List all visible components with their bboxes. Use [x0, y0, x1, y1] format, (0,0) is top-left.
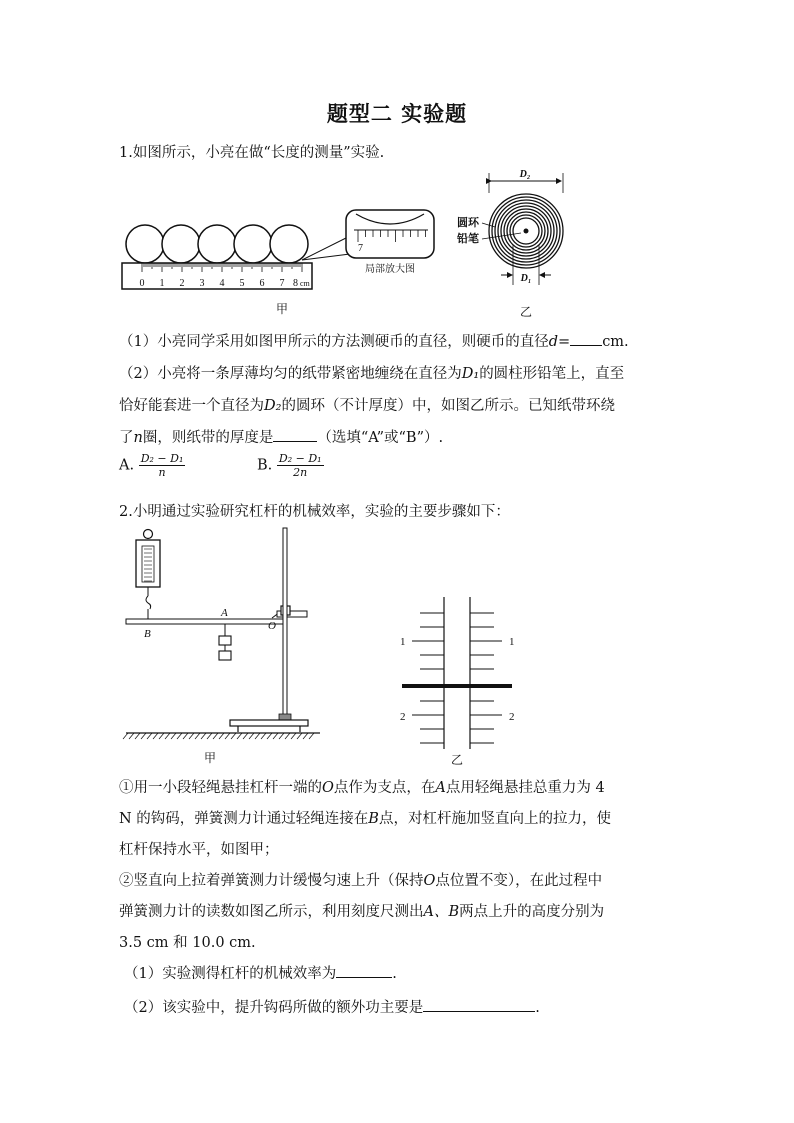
ruler-unit: cm — [300, 279, 310, 288]
ruler-label: 5 — [239, 278, 245, 289]
q1-part2-line1 — [119, 362, 624, 383]
q1-part1 — [119, 330, 629, 351]
answer-blank[interactable] — [423, 997, 535, 1013]
numerator: D₂ − D₁ — [278, 452, 322, 465]
ruler-label: 2 — [179, 278, 185, 289]
text: . — [392, 966, 397, 982]
text: 点，对杠杆施加竖直向上的拉力，使 — [378, 811, 611, 827]
magnifier — [346, 210, 434, 258]
text: 的圆柱形铅笔上，直至 — [479, 366, 625, 382]
fraction — [277, 452, 324, 479]
q1-part2-line2 — [119, 394, 615, 415]
var: n — [133, 430, 143, 446]
pointer — [402, 684, 512, 688]
q1-part1-text: = — [558, 334, 571, 350]
numerator: D₂ − D₁ — [140, 452, 184, 465]
figure-caption: 甲 — [275, 302, 289, 316]
text: （2）该实验中，提升钩码所做的额外功主要是 — [124, 1000, 424, 1016]
q2-step1-line1 — [119, 776, 605, 797]
q2-step1-line3: 杠杆保持水平，如图甲； — [119, 842, 279, 858]
text: 恰好能套进一个直径为 — [119, 398, 264, 414]
q1-intro: 1.如图所示，小亮在做“长度的测量”实验. — [119, 145, 385, 161]
text: （选填“A”或“B”）. — [317, 430, 444, 446]
q1-figure-yi — [455, 163, 575, 321]
dimension-label: D₁ — [520, 273, 532, 284]
q2-part1 — [124, 962, 397, 983]
spring-scale — [136, 530, 160, 610]
pencil-label: 铅笔 — [457, 233, 479, 245]
scale-mark: 1 — [400, 636, 406, 648]
ring-label: 圆环 — [457, 217, 479, 229]
answer-blank[interactable] — [273, 427, 317, 443]
text: ①用一小段轻绳悬挂杠杆一端的 — [119, 780, 322, 796]
point-b-label: B — [144, 628, 151, 640]
text: 点位置不变），在此过程中 — [435, 873, 603, 889]
figure-caption: 甲 — [203, 751, 217, 765]
ruler-label: 0 — [139, 278, 145, 289]
scale-mark: 2 — [400, 711, 406, 723]
text: 点用轻绳悬挂总重力为 4 — [445, 780, 605, 796]
stand-base — [230, 720, 308, 726]
var: A、B — [423, 904, 460, 920]
q2-step2-line3: 3.5 cm 和 10.0 cm. — [119, 935, 256, 951]
hook-weight — [219, 651, 231, 660]
hook-weight — [219, 636, 231, 645]
var: O — [423, 873, 436, 889]
ruler-label: 1 — [159, 278, 165, 289]
point-a-label: A — [221, 607, 228, 619]
text: 弹簧测力计的读数如图乙所示，利用刻度尺测出 — [119, 904, 424, 920]
magnifier-caption: 局部放大图 — [365, 264, 415, 275]
q2-part2 — [124, 996, 540, 1017]
q2-step1-line2 — [119, 807, 611, 828]
var: D₂ — [264, 398, 282, 414]
lever-bar — [126, 619, 286, 624]
q2-figure-yi — [390, 597, 530, 769]
denominator: 2n — [293, 466, 308, 479]
answer-blank[interactable] — [336, 963, 392, 979]
text: ②竖直向上拉着弹簧测力计缓慢匀速上升（保持 — [119, 873, 424, 889]
ruler-label: 7 — [279, 278, 285, 289]
scale-mark: 2 — [509, 711, 515, 723]
stand-rod — [283, 528, 287, 716]
text: （2）小亮将一条厚薄均匀的纸带紧密地缠绕在直径为 — [119, 366, 462, 382]
q2-step2-line1 — [119, 869, 602, 890]
scale-mark: 1 — [509, 636, 515, 648]
ruler-label: 3 — [199, 278, 205, 289]
text: . — [535, 1000, 540, 1016]
ruler-label: 6 — [259, 278, 265, 289]
magnifier-tick-label: 7 — [358, 243, 363, 254]
option-b[interactable] — [257, 452, 324, 479]
figure-caption: 乙 — [519, 305, 533, 319]
option-label: A. — [119, 457, 135, 474]
text: N 的钩码，弹簧测力计通过轻绳连接在 — [119, 811, 369, 827]
var: A — [435, 780, 446, 796]
fulcrum-label: O — [268, 620, 276, 632]
text: 的圆环（不计厚度）中，如图乙所示。已知纸带环绕 — [281, 398, 615, 414]
var: B — [368, 811, 379, 827]
figure-caption: 乙 — [450, 753, 464, 767]
section-title: 题型二 实验题 — [326, 101, 468, 126]
var: D₁ — [461, 366, 480, 382]
answer-blank[interactable] — [570, 331, 602, 347]
q1-part2-line3 — [119, 426, 443, 447]
q2-intro: 2.小明通过实验研究杠杆的机械效率，实验的主要步骤如下： — [119, 504, 510, 520]
text: 了 — [119, 430, 134, 446]
q2-figure-jia — [122, 526, 327, 768]
var: d — [548, 334, 559, 350]
ruler-label: 4 — [219, 278, 225, 289]
option-a[interactable] — [119, 452, 185, 479]
text: （1）实验测得杠杆的机械效率为 — [124, 966, 337, 982]
var: O — [322, 780, 334, 796]
option-label: B. — [257, 457, 273, 474]
q2-step2-line2 — [119, 900, 604, 921]
q1-figure-jia — [118, 200, 448, 320]
text: 点作为支点，在 — [333, 780, 436, 796]
coins — [126, 225, 308, 263]
fraction — [139, 452, 186, 479]
q1-part1-unit: cm. — [602, 334, 629, 350]
text: 圈，则纸带的厚度是 — [142, 430, 274, 446]
text: 两点上升的高度分别为 — [459, 904, 605, 920]
denominator: n — [158, 466, 166, 479]
q1-part1-text: （1）小亮同学采用如图甲所示的方法测硬币的直径，则硬币的直径 — [119, 334, 549, 350]
dimension-label: D₂ — [519, 169, 531, 180]
ruler-label: 8 — [293, 278, 298, 289]
